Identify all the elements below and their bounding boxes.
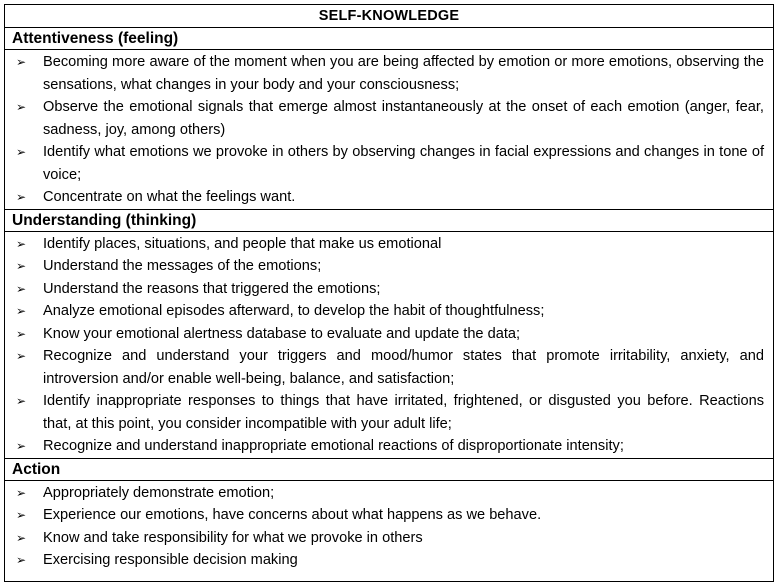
section-body-attentiveness <box>5 50 773 210</box>
arrowhead-bullet-icon: ➢ <box>16 281 27 296</box>
section-body-action <box>5 481 773 572</box>
arrowhead-bullet-icon: ➢ <box>16 259 27 273</box>
arrowhead-bullet-icon: ➢ <box>16 326 27 341</box>
arrowhead-bullet-icon: ➢ <box>16 508 27 522</box>
arrowhead-bullet-icon: ➢ <box>16 439 27 453</box>
arrowhead-bullet-icon: ➢ <box>16 485 27 500</box>
list-item: ➢ Know your emotional alertness database to evaluate and update the data; <box>16 323 764 346</box>
list-item: ➢ Concentrate on what the feelings want. <box>16 186 764 209</box>
list-item: ➢ Identify inappropriate responses to things that have irritated, frightened, or disgusted you before. Reactions that, at this point, you consider incompatible with your adult life; <box>16 390 764 435</box>
list-item: ➢ Recognize and understand inappropriate emotional reactions of disproportionate intensity; <box>16 435 764 458</box>
list-item: ➢ Exercising responsible decision making <box>16 549 764 572</box>
list-item: ➢ Experience our emotions, have concerns about what happens as we behave. <box>16 504 764 527</box>
arrowhead-bullet-icon: ➢ <box>16 236 27 251</box>
list-item: ➢ Appropriately demonstrate emotion; <box>16 482 764 505</box>
arrowhead-bullet-icon: ➢ <box>16 145 27 159</box>
list-item: ➢ Understand the reasons that triggered the emotions; <box>16 278 764 301</box>
arrowhead-bullet-icon: ➢ <box>16 394 27 408</box>
section-heading-understanding: Understanding (thinking) <box>5 210 773 232</box>
list-item: ➢ Identify what emotions we provoke in others by observing changes in facial expressions and changes in tone of voice; <box>16 141 764 186</box>
list-item: ➢ Identify places, situations, and people that make us emotional <box>16 233 764 256</box>
list-item: ➢ Recognize and understand your triggers and mood/humor states that promote irritability, anxiety, and introversion and/or enable well-being, balance, and satisfaction; <box>16 345 764 390</box>
table-title: SELF-KNOWLEDGE <box>5 5 773 28</box>
section-heading-action: Action <box>5 459 773 481</box>
arrowhead-bullet-icon: ➢ <box>16 304 27 318</box>
self-knowledge-table <box>4 4 774 582</box>
list-item: ➢ Analyze emotional episodes afterward, to develop the habit of thoughtfulness; <box>16 300 764 323</box>
arrowhead-bullet-icon: ➢ <box>16 100 27 114</box>
list-item: ➢ Observe the emotional signals that emerge almost instantaneously at the onset of each emotion (anger, fear, sadness, joy, among others) <box>16 96 764 141</box>
list-item: ➢ Becoming more aware of the moment when you are being affected by emotion or more emotions, observing the sensations, what changes in your body and your consciousness; <box>16 51 764 96</box>
arrowhead-bullet-icon: ➢ <box>16 190 27 204</box>
arrowhead-bullet-icon: ➢ <box>16 349 27 363</box>
arrowhead-bullet-icon: ➢ <box>16 553 27 567</box>
list-item: ➢ Know and take responsibility for what we provoke in others <box>16 527 764 550</box>
list-item: ➢ Understand the messages of the emotions; <box>16 255 764 278</box>
section-body-understanding <box>5 232 773 459</box>
arrowhead-bullet-icon: ➢ <box>16 55 27 69</box>
arrowhead-bullet-icon: ➢ <box>16 530 27 545</box>
section-heading-attentiveness: Attentiveness (feeling) <box>5 28 773 50</box>
